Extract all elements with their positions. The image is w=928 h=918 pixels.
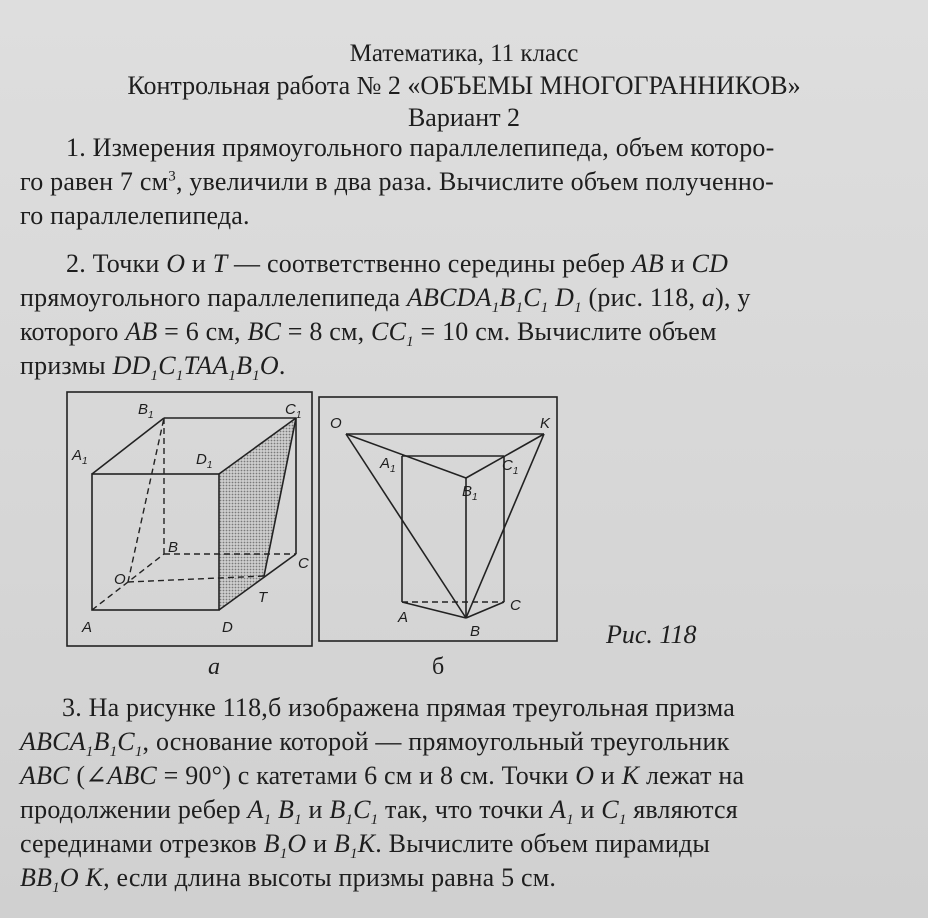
problem-2-line-2 <box>20 282 751 317</box>
t: . <box>278 351 286 380</box>
t: ABCDA <box>406 283 492 312</box>
t: которого <box>20 317 126 346</box>
t: = 8 см, <box>281 317 372 346</box>
label-k: K <box>540 415 551 432</box>
t: и <box>185 249 213 278</box>
label-a: A <box>398 609 409 626</box>
t: O <box>166 249 186 278</box>
label-o: O <box>114 571 126 588</box>
cube-superscript: 3 <box>168 168 176 185</box>
t: B <box>329 795 346 824</box>
t: AB <box>631 249 665 278</box>
label-c1: $C_1$ <box>285 401 302 421</box>
t: B <box>271 795 295 824</box>
t: BC <box>247 317 282 346</box>
t: продолжении ребер <box>20 795 248 824</box>
t: 1 <box>370 812 379 829</box>
problem-1-text-a: го равен 7 см <box>20 167 169 196</box>
t: 1 <box>566 812 574 829</box>
t: серединами отрезков <box>20 829 264 858</box>
t: B <box>93 727 110 756</box>
t: 1 <box>134 744 143 761</box>
t: C <box>523 283 541 312</box>
label-a1: $A_1$ <box>72 447 88 467</box>
t: 1 <box>263 812 272 829</box>
t: 1 <box>109 744 118 761</box>
t: 1 <box>150 368 159 385</box>
test-title: Контрольная работа № 2 «ОБЪЕМЫ МНОГОГРАННИКОВ» <box>127 71 801 100</box>
t: BB <box>20 863 53 892</box>
t: 1 <box>175 368 184 385</box>
label-c1: $C_1$ <box>502 457 519 477</box>
t: (∠ <box>69 761 108 790</box>
t: a <box>701 283 716 312</box>
t: ABC <box>107 761 157 790</box>
figure-caption: Рис. 118 <box>606 620 697 649</box>
t: ), у <box>715 283 751 312</box>
t: O <box>287 829 307 858</box>
t: 1 <box>618 812 627 829</box>
t: = 10 см. Вычислите объем <box>413 317 717 346</box>
t: O K <box>59 863 104 892</box>
t: 1 <box>350 846 358 863</box>
figure-118-b <box>318 396 560 646</box>
t: и <box>664 249 692 278</box>
t: C <box>353 795 371 824</box>
t: 1 <box>406 334 414 351</box>
t: и <box>594 761 622 790</box>
figure-118-a <box>66 388 314 650</box>
t: лежат на <box>639 761 745 790</box>
t: D <box>548 283 575 312</box>
problem-1-line-2 <box>20 166 774 198</box>
t: AB <box>125 317 158 346</box>
label-c: C <box>298 555 309 572</box>
t: CD <box>691 249 729 278</box>
t: , основание которой — прямоугольный треугольник <box>142 727 730 756</box>
t: 1 <box>52 880 60 897</box>
t: C <box>601 795 619 824</box>
t: ABC <box>20 761 70 790</box>
t: = 6 см, <box>157 317 248 346</box>
label-d: D <box>222 619 233 636</box>
t: 2. Точки <box>66 249 167 278</box>
problem-3-line-6 <box>20 862 557 897</box>
t: CC <box>371 317 407 346</box>
t: T <box>212 249 228 278</box>
t: прямоугольного параллелепипеда <box>20 283 407 312</box>
problem-1-line-3: го параллелепипеда. <box>20 201 250 230</box>
t: 1 <box>294 812 302 829</box>
edge-a1-b1 <box>92 418 164 474</box>
problem-2-line-4 <box>20 350 286 385</box>
t: A <box>247 795 264 824</box>
label-b1: $B_1$ <box>462 483 478 503</box>
t: 1 <box>85 744 94 761</box>
t: B <box>263 829 280 858</box>
t: DD <box>112 351 151 380</box>
t: 1 <box>540 300 549 317</box>
t: и <box>573 795 602 824</box>
t: . Вычислите объем пирамиды <box>375 829 711 858</box>
t: , если длина высоты призмы равна 5 см. <box>103 863 557 892</box>
problem-3-line-2 <box>20 726 730 761</box>
figure-b-sublabel: б <box>432 654 445 680</box>
t: 1 <box>345 812 354 829</box>
label-b1: $B_1$ <box>138 401 154 421</box>
problem-2-line-3 <box>20 316 717 351</box>
t: ABCA <box>20 727 86 756</box>
t: 1 <box>491 300 500 317</box>
edge-o-b <box>346 434 466 618</box>
front-face <box>92 474 219 610</box>
t: A <box>549 795 567 824</box>
label-b: B <box>470 623 481 640</box>
t: B <box>236 351 253 380</box>
t: = 90°) с катетами 6 см и 8 см. Точки <box>156 761 576 790</box>
t: B <box>499 283 516 312</box>
t: (рис. 118, <box>581 283 702 312</box>
label-a1: $A_1$ <box>380 455 396 475</box>
problem-3-line-5 <box>20 828 711 863</box>
problem-1-text-b: , увеличили в два раза. Вычислите объем полученно- <box>175 167 774 196</box>
t: 1 <box>279 846 288 863</box>
t: так, что точки <box>378 795 550 824</box>
label-a: A <box>82 619 93 636</box>
t: 1 <box>228 368 237 385</box>
problem-3-line-4 <box>20 794 738 829</box>
label-d1: $D_1$ <box>196 451 213 471</box>
subject-line: Математика, 11 класс <box>349 40 579 67</box>
t: K <box>357 829 376 858</box>
t: O <box>259 351 279 380</box>
t: 1 <box>252 368 260 385</box>
label-c: C <box>510 597 521 614</box>
t: являются <box>626 795 738 824</box>
t: — соответственно середины ребер <box>227 249 632 278</box>
label-b: B <box>168 539 179 556</box>
t: O <box>575 761 595 790</box>
t: C <box>158 351 176 380</box>
problem-1-line-1: 1. Измерения прямоугольного параллелепипеда, объем которо- <box>66 133 775 162</box>
variant-line: Вариант 2 <box>407 103 521 132</box>
t: 1 <box>574 300 582 317</box>
problem-3-line-1: 3. На рисунке 118,б изображена прямая треугольная призма <box>62 693 735 722</box>
problem-3-line-3 <box>20 760 744 792</box>
problem-2-line-1 <box>66 248 728 280</box>
t: C <box>117 727 135 756</box>
label-t: T <box>258 589 268 606</box>
t: и <box>306 829 334 858</box>
t: и <box>301 795 330 824</box>
label-o: O <box>330 415 342 432</box>
t: 1 <box>515 300 524 317</box>
t: TAA <box>183 351 229 380</box>
t: призмы <box>20 351 113 380</box>
figure-a-sublabel: а <box>208 654 220 680</box>
t: B <box>333 829 351 858</box>
t: K <box>621 761 640 790</box>
